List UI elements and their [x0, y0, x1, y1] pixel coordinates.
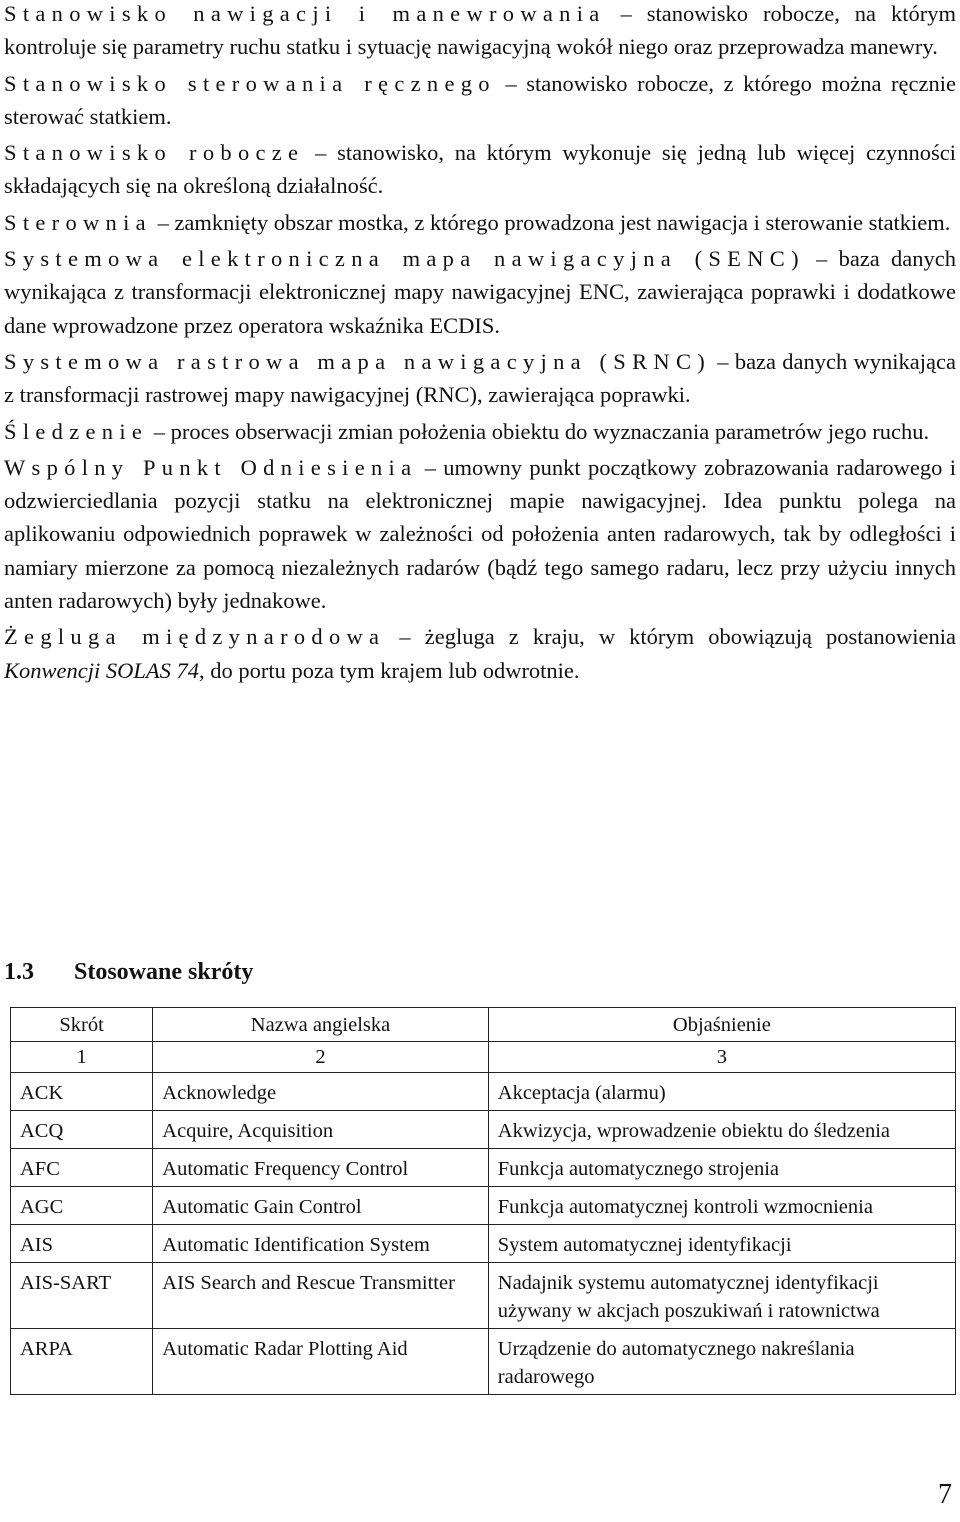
definition-text: – baza danych wynikająca z transformacji rastrowej mapy nawigacyjnej (RNC), zawierająca poprawki.: [4, 348, 956, 408]
page-number: 7: [938, 1479, 952, 1510]
definition-text: – proces obserwacji zmian położenia obiektu do wyznaczania parametrów jego ruchu.: [148, 418, 930, 444]
definition-item: [4, 451, 956, 617]
explanation-cell: System automatycznej identyfikacji: [488, 1225, 955, 1263]
abbreviation-cell: AIS-SART: [11, 1263, 153, 1329]
definition-term: Systemowa elektroniczna mapa nawigacyjna (SENC): [4, 246, 805, 272]
explanation-cell: Funkcja automatycznej kontroli wzmocnienia: [488, 1187, 955, 1225]
definition-text: – stanowisko robocze, z którego można ręcznie sterować statkiem.: [4, 70, 956, 129]
abbreviation-cell: ACQ: [11, 1111, 153, 1149]
definition-term: Systemowa rastrowa mapa nawigacyjna (SRNC): [4, 348, 712, 374]
section-number: 1.3: [4, 959, 34, 985]
definition-item: [4, 620, 956, 687]
abbreviation-cell: AIS: [11, 1225, 153, 1263]
definition-term: Żegluga międzynarodowa: [4, 624, 386, 650]
definition-item: [4, 415, 956, 448]
english-name-cell: Acquire, Acquisition: [153, 1111, 489, 1149]
table-row: [11, 1149, 956, 1187]
definition-text: – zamknięty obszar mostka, z którego prowadzona jest nawigacja i sterowanie statkiem.: [151, 209, 951, 235]
table-row: [11, 1225, 956, 1263]
table-row: [11, 1263, 956, 1329]
column-number: 2: [153, 1042, 489, 1073]
abbreviation-cell: ARPA: [11, 1329, 153, 1395]
definition-term: Stanowisko robocze: [4, 140, 305, 166]
english-name-cell: Acknowledge: [153, 1073, 489, 1111]
definition-text: – stanowisko robocze, na którym kontroluje się parametry ruchu statku i sytuację nawigacyjną wokół niego oraz przeprowadza manewry.: [4, 1, 956, 60]
definition-term: Stanowisko sterowania ręcznego: [4, 70, 496, 96]
table-row: [11, 1187, 956, 1225]
table-row: [11, 1111, 956, 1149]
definition-item: [4, 345, 956, 412]
header-cell-explanation: Objaśnienie: [488, 1008, 955, 1042]
abbreviation-cell: AFC: [11, 1149, 153, 1187]
explanation-cell: Nadajnik systemu automatycznej identyfikacji używany w akcjach poszukiwań i ratownictwa: [488, 1263, 955, 1329]
definition-item: [4, 0, 956, 64]
definition-term: Śledzenie: [4, 418, 149, 444]
header-cell-english-name: Nazwa angielska: [153, 1008, 489, 1042]
explanation-cell: Akwizycja, wprowadzenie obiektu do śledzenia: [488, 1111, 955, 1149]
definition-item: [4, 67, 956, 134]
explanation-cell: Funkcja automatycznego strojenia: [488, 1149, 955, 1187]
english-name-cell: AIS Search and Rescue Transmitter: [153, 1263, 489, 1329]
definitions-list: [4, 0, 956, 690]
definition-term: Wspólny Punkt Odniesienia: [4, 454, 418, 480]
column-number: 3: [488, 1042, 955, 1073]
section-title: Stosowane skróty: [74, 959, 254, 985]
definition-item: [4, 242, 956, 342]
definition-term: Sterownia: [4, 209, 152, 235]
definition-term: Stanowisko nawigacji i manewrowania: [4, 1, 606, 26]
definition-text: – baza danych wynikająca z transformacji elektronicznej mapy nawigacyjnej ENC, zawierająca poprawki i dodatkowe dane wprowadzone przez operatora wskaźnika ECDIS.: [4, 246, 956, 338]
table-row: [11, 1073, 956, 1111]
explanation-cell: Akceptacja (alarmu): [488, 1073, 955, 1111]
english-name-cell: Automatic Identification System: [153, 1225, 489, 1263]
explanation-cell: Urządzenie do automatycznego nakreślania radarowego: [488, 1329, 955, 1395]
definition-text: – żegluga z kraju, w którym obowiązują postanowienia: [385, 624, 956, 650]
english-name-cell: Automatic Gain Control: [153, 1187, 489, 1225]
table-row: [11, 1329, 956, 1395]
definition-item: [4, 206, 956, 239]
header-cell-abbreviation: Skrót: [11, 1008, 153, 1042]
abbreviation-cell: ACK: [11, 1073, 153, 1111]
table-header-row: [11, 1008, 956, 1042]
english-name-cell: Automatic Frequency Control: [153, 1149, 489, 1187]
section-heading: [4, 955, 253, 989]
convention-name: Konwencji SOLAS 74: [4, 657, 199, 683]
definition-text: , do portu poza tym krajem lub odwrotnie.: [199, 657, 580, 683]
abbreviation-cell: AGC: [11, 1187, 153, 1225]
column-number: 1: [11, 1042, 153, 1073]
definition-item: [4, 136, 956, 203]
english-name-cell: Automatic Radar Plotting Aid: [153, 1329, 489, 1395]
abbreviations-table: [10, 1007, 956, 1395]
definition-text: – umowny punkt początkowy zobrazowania radarowego i odzwierciedlania pozycji statku na elektronicznej mapie nawigacyjnej. Idea punktu polega na aplikowaniu odpowiednich poprawek w zależności od położenia anten radarowych, tak by odległości i namiary mierzone za pomocą niezależnych radarów (bądź tego samego radaru, lecz przy użyciu innych anten radarowych) były jednakowe.: [4, 454, 956, 614]
definition-text: – stanowisko, na którym wykonuje się jedną lub więcej czynności składających się na określoną działalność.: [4, 140, 956, 199]
column-number-row: [11, 1042, 956, 1073]
